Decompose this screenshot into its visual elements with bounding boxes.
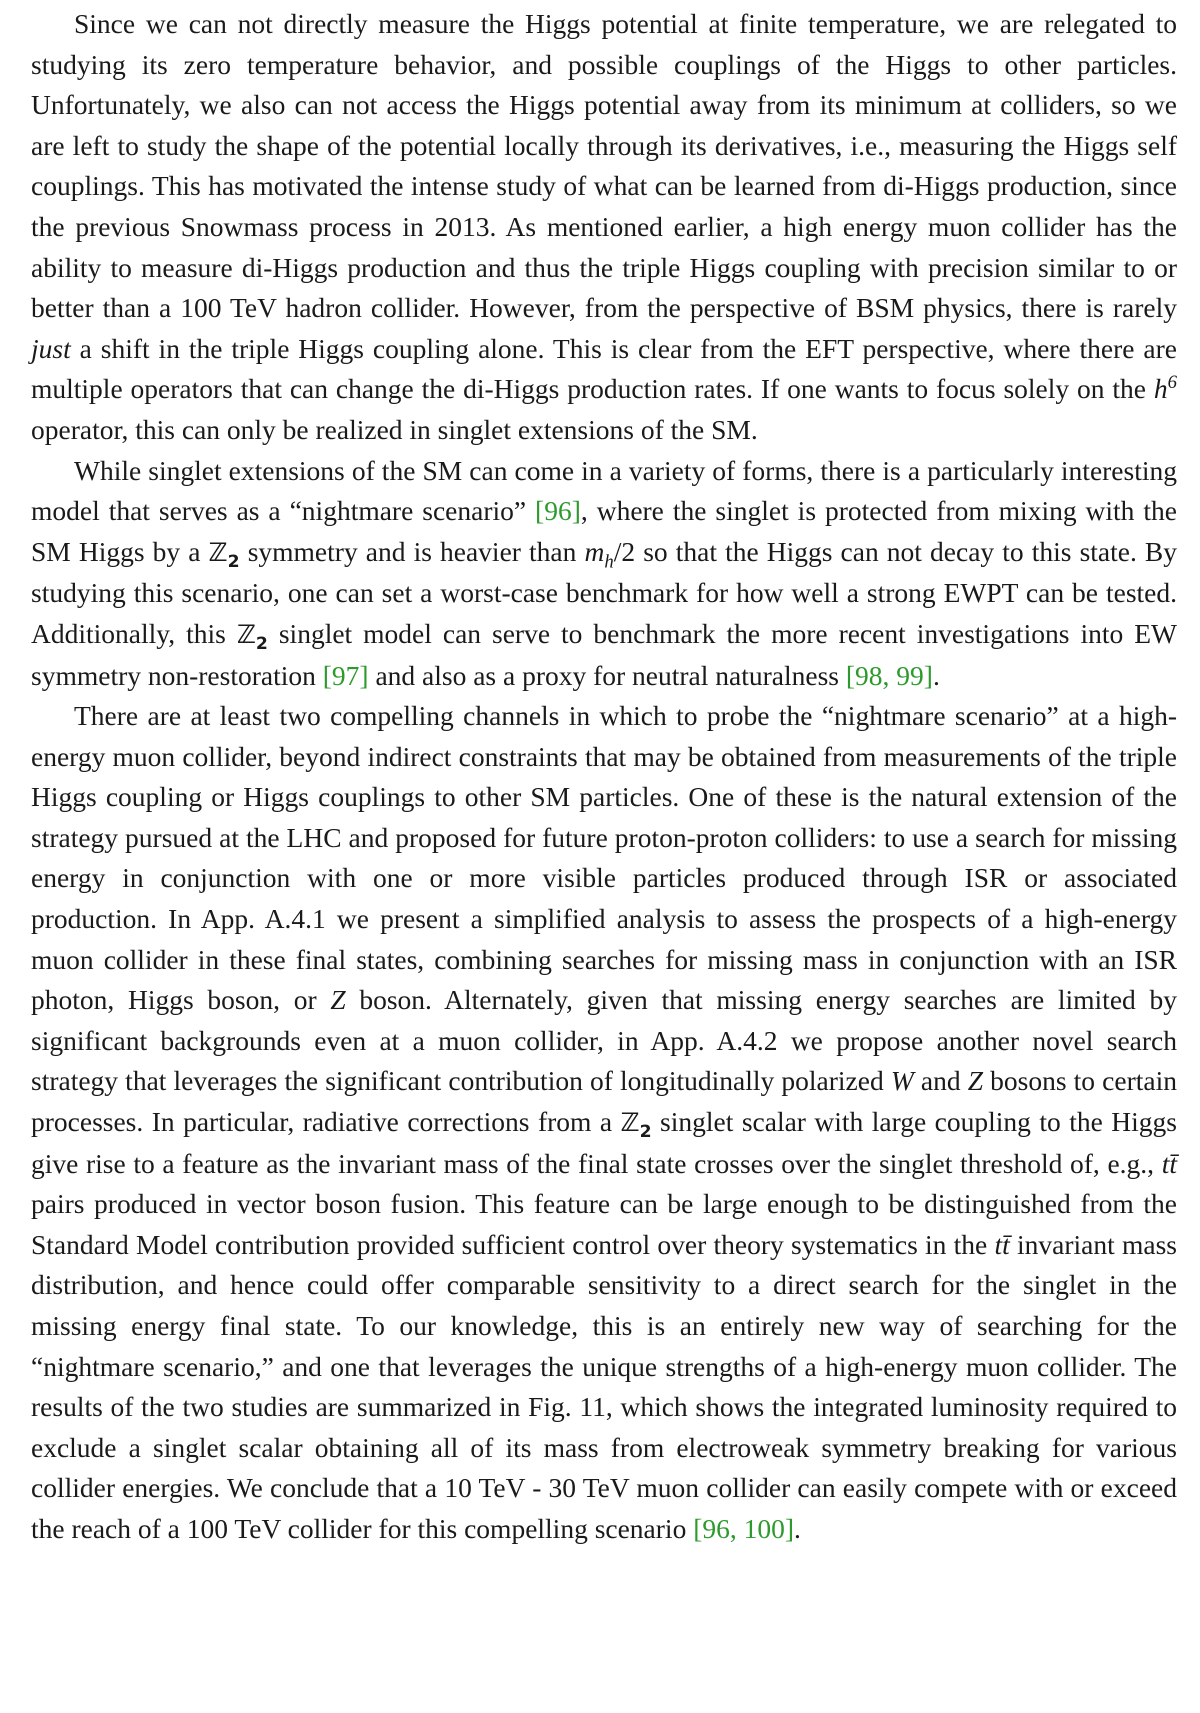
math-symbol-base: W <box>890 1065 914 1097</box>
math-symbol-base: tt̄ <box>1161 1147 1177 1179</box>
body-text: and also as a proxy for neutral naturalness <box>368 659 846 691</box>
math-symbol-base: ℤ <box>208 537 228 567</box>
math-symbol <box>1154 373 1177 404</box>
body-text: There are at least two compelling channels in which to probe the “nightmare scenario” at a high-energy muon collider, beyond indirect constraints that may be obtained from measurements of the triple Higgs coupling or Higgs couplings to other SM particles. One of these is the natural extension of the strategy pursued at the LHC and proposed for future proton-proton colliders: to use a search for missing energy in conjunction with one or more visible particles produced through ISR or associated production. In App. A.4.1 we present a simplified analysis to assess the prospects of a high-energy muon collider in these final states, combining searches for missing mass in conjunction with an ISR photon, Higgs boson, or <box>31 700 1177 1016</box>
citation-link[interactable]: [98, 99] <box>845 659 933 691</box>
math-symbol <box>891 1065 914 1096</box>
body-text: symmetry and is heavier than <box>239 535 585 567</box>
math-symbol-base: h <box>1153 373 1168 405</box>
math-symbol <box>1162 1148 1177 1179</box>
body-text: /2 so that the Higgs can not decay to this state. By studying this scenario, one can set a worst-case benchmark for how well a strong EWPT can be tested. Additionally, this <box>31 535 1178 649</box>
math-symbol-base: Z <box>967 1065 984 1097</box>
math-subscript: 2 <box>639 1122 652 1143</box>
paragraph-higgs-self-couplings <box>31 4 1177 451</box>
body-text: a shift in the triple Higgs coupling alone. This is clear from the EFT perspective, where there are multiple operators that can change the di-Higgs production rates. If one wants to focus solely on the <box>31 332 1177 405</box>
math-symbol <box>236 619 268 654</box>
math-subscript: 2 <box>227 551 240 572</box>
body-text: boson. Alternately, given that missing energy searches are limited by significant backgrounds even at a muon collider, in App. A.4.2 we propose another novel search strategy that leverages the significant contribution of longitudinally polarized <box>31 984 1177 1097</box>
citation-link[interactable]: [97] <box>322 659 369 691</box>
paragraph-nightmare-scenario-model <box>31 451 1177 697</box>
body-text: singlet model can serve to benchmark the more recent investigations into EW symmetry non-restoration <box>31 617 1178 691</box>
math-symbol-base: ℤ <box>236 619 256 649</box>
body-text: and <box>913 1065 968 1097</box>
body-text: invariant mass distribution, and hence could offer comparable sensitivity to a direct search for the singlet in the missing energy final state. To our knowledge, this is an entirely new way of searching for the “nightmare scenario,” and one that leverages the unique strengths of a high-energy muon collider. The results of the two studies are summarized in Fig. 11, which shows the integrated luminosity required to exclude a singlet scalar obtaining all of its mass from electroweak symmetry breaking for various collider energies. We conclude that a 10 TeV - 30 TeV muon collider can easily compete with or exceed the reach of a 100 TeV collider for this compelling scenario <box>31 1228 1177 1544</box>
math-symbol-base: m <box>584 535 605 567</box>
math-subscript: h <box>604 551 614 573</box>
body-text: bosons to certain processes. In particular, radiative corrections from a <box>31 1065 1177 1138</box>
math-symbol <box>995 1229 1010 1260</box>
body-text: . <box>794 1512 801 1544</box>
body-text: singlet scalar with large coupling to the Higgs give rise to a feature as the invariant mass of the final state crosses over the singlet threshold of, e.g., <box>31 1106 1177 1179</box>
body-text: , where the singlet is protected from mixing with the SM Higgs by a <box>31 495 1177 567</box>
math-symbol-base: just <box>31 332 71 364</box>
math-symbol <box>330 984 345 1015</box>
math-symbol-base: tt̄ <box>994 1228 1010 1260</box>
math-superscript: 6 <box>1167 372 1177 394</box>
body-text: pairs produced in vector boson fusion. This feature can be large enough to be distinguished from the Standard Model contribution provided sufficient control over theory systematics in the <box>31 1188 1177 1260</box>
citation-link[interactable]: [96, 100] <box>693 1512 795 1544</box>
math-symbol-base: ℤ <box>620 1108 640 1138</box>
body-text: operator, this can only be realized in singlet extensions of the SM. <box>31 413 758 445</box>
math-symbol <box>968 1065 983 1096</box>
math-subscript: 2 <box>255 633 268 654</box>
body-text: . <box>932 659 940 691</box>
math-symbol <box>584 535 614 573</box>
math-symbol <box>620 1108 652 1143</box>
paragraph-search-channels <box>31 696 1177 1549</box>
body-text: While singlet extensions of the SM can come in a variety of forms, there is a particularly interesting model that serves as a “nightmare scenario” <box>31 454 1177 527</box>
paper-page <box>31 0 1177 1550</box>
body-text: Since we can not directly measure the Higgs potential at finite temperature, we are relegated to studying its zero temperature behavior, and possible couplings of the Higgs to other particles. Unfortunately, we also can not access the Higgs potential away from its minimum at colliders, so we are left to study the shape of the potential locally through its derivatives, i.e., measuring the Higgs self couplings. This has motivated the intense study of what can be learned from di-Higgs production, since the previous Snowmass process in 2013. As mentioned earlier, a high energy muon collider has the ability to measure di-Higgs production and thus the triple Higgs coupling with precision similar to or better than a 100 TeV hadron collider. However, from the perspective of BSM physics, there is rarely <box>31 8 1177 324</box>
math-symbol-base: Z <box>330 984 346 1016</box>
math-symbol <box>208 537 240 572</box>
emphasis-text <box>31 333 71 364</box>
citation-link[interactable]: [96] <box>535 495 581 527</box>
